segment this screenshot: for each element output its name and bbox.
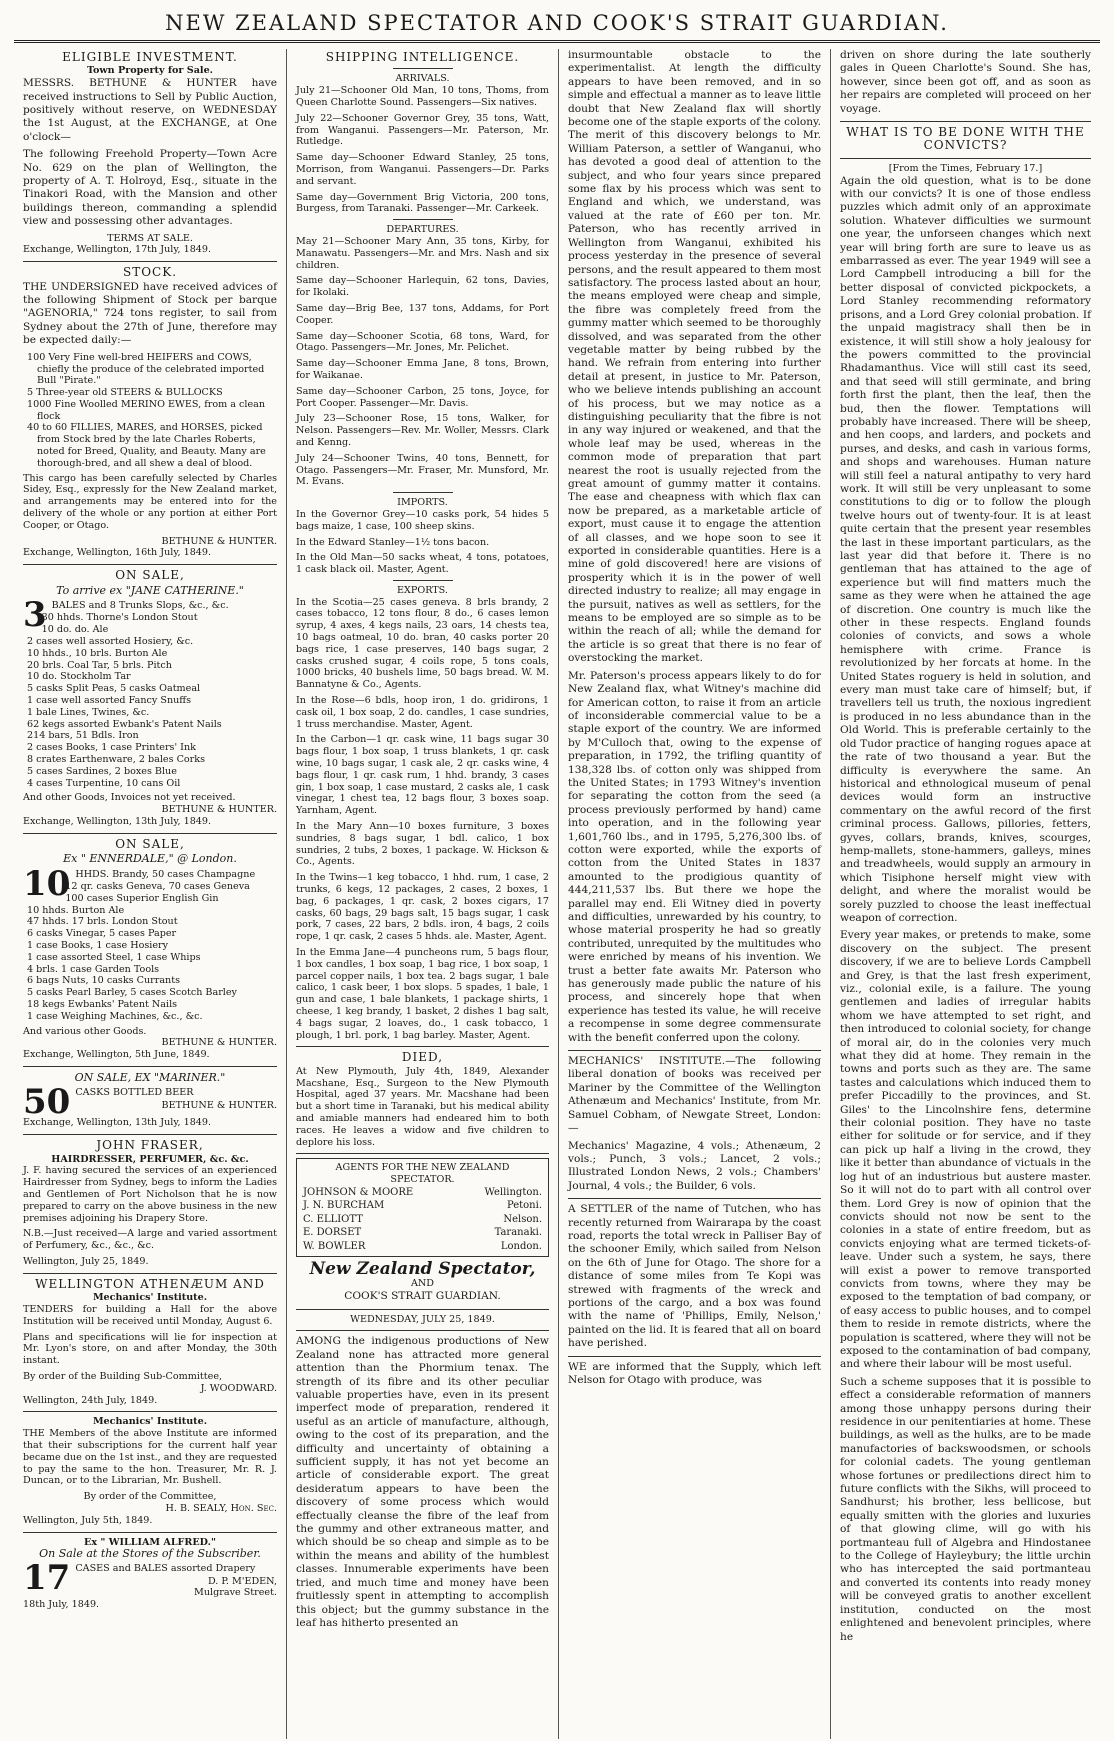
ad-heading: STOCK. bbox=[122, 265, 178, 280]
nameplate bbox=[296, 1258, 549, 1331]
list-item: 12 qr. casks Geneva, 70 cases Geneva bbox=[65, 881, 250, 893]
list-item: 100 Very Fine well-bred HEIFERS and COWS, chiefly the produce of the celebrated imported Bull "Pirate." bbox=[27, 351, 265, 387]
ad-eligible-investment bbox=[23, 51, 277, 256]
quantity-numeral: 50 bbox=[23, 1082, 71, 1123]
list-item: In the Carbon—1 qr. cask wine, 11 bags sugar 30 bags flour, 1 box soap, 1 truss blankets, 1 qr. cask wine, 10 bags sugar, 1 cask ale, 2 qr. casks wine, 4 bags flour, 1 qr. cask rum, 1 hhd. brandy, 3 cases gin, 1 box soap, 1 case mustard, 2 casks ale, 1 cask vinegar, 1 chest tea, 12 bags flour, 3 boxes soap. Yarnham, Agent. bbox=[296, 734, 549, 817]
ad-mechanics-institute bbox=[23, 1416, 277, 1526]
list-item: 10 hhds. Burton Ale bbox=[27, 904, 125, 916]
ad-body: THE UNDERSIGNED have received advices of the following Shipment of Stock per barque "AGENORIA," 724 tons register, to sail from Sydney about the 27th of June, therefore may be expected daily:— bbox=[23, 280, 277, 347]
ad-body: This cargo has been carefully selected by Charles Sidey, Esq., expressly for the New Zealand market, and arrangements may be entered into for the delivery of the whole or any portion at either Port Cooper, or Otago. bbox=[23, 472, 277, 531]
divider bbox=[296, 1330, 549, 1331]
list-item: BALES and 8 Trunks Slops, &c., &c. bbox=[51, 600, 229, 612]
died-notice bbox=[296, 1051, 549, 1148]
ad-heading: JOHN FRASER, bbox=[96, 1138, 204, 1153]
columns bbox=[14, 49, 1100, 1739]
list-item: 10 do. do. Ale bbox=[41, 624, 109, 636]
section-heading: DIED, bbox=[401, 1050, 444, 1065]
editorial-paragraph: Mr. Paterson's process appears likely to do for New Zealand flax, what Witney's machine did for American cotton, to raise it from an article of inconsiderable commercial value to be a staple export of the country. We are informed by M'Culloch that, owing to the expense of preparation, in 1792, the trifling quantity of 138,328 lbs. of cotton only was shipped from the United States; in 1793 Witney's invention for separating the cotton from the seed (a process previously performed by hand) came into operation, and in the following year 1,601,760 lbs., and in 1795, 5,276,300 lbs. of cotton were exported, while the exports of cotton from the United States in 1837 amounted to the prodigious quantity of 444,211,537 lbs. But there we hope the parallel may end. Eli Witney died in poverty and difficulties, unrewarded by his country, to whose material prosperity he had so greatly contributed, unrequited by the multitudes who were enriched by means of his invention. We trust a better fate awaits Mr. Paterson who has generously made public the nature of his process, and sincerely hope that when experience has tested its value, he will receive a recompense in some degree commensurate with the benefit conferred upon the colony. bbox=[568, 669, 821, 1044]
ad-signature: BETHUNE & HUNTER. bbox=[161, 535, 277, 547]
column-3 bbox=[558, 49, 830, 1739]
subsection-heading: EXPORTS. bbox=[397, 584, 448, 596]
ad-footer: Wellington, July 25, 1849. bbox=[23, 1255, 149, 1267]
ad-footer: Wellington, 24th July, 1849. bbox=[23, 1394, 158, 1406]
list-item: 10 hhds., 10 brls. Burton Ale bbox=[27, 647, 168, 659]
agent-row bbox=[303, 1186, 542, 1199]
ad-body: By order of the Committee, bbox=[83, 1491, 217, 1503]
list-item: Same day—Government Brig Victoria, 200 tons, Burgess, from Taranaki. Passenger—Mr. Carkeek. bbox=[296, 191, 549, 215]
subsection-heading: DEPARTURES. bbox=[386, 224, 459, 236]
list-item: Same day—Schooner Scotia, 68 tons, Ward, for Otago. Passengers—Mr. Jones, Mr. Pelichet. bbox=[296, 330, 549, 354]
quantity-numeral: 17 bbox=[23, 1558, 71, 1599]
divider bbox=[840, 121, 1091, 122]
agent-name: E. DORSET bbox=[303, 1227, 362, 1239]
ad-sale-mariner bbox=[23, 1071, 277, 1129]
ad-subheading: Town Property for Sale. bbox=[86, 65, 214, 77]
list-item: In the Rose—6 bdls, hoop iron, 1 do. gridirons, 1 cask oil, 1 box soap, 2 do. candles, 1 case sundries, 1 truss merchandise. Master, Agent. bbox=[296, 695, 549, 730]
subsection-heading: ARRIVALS. bbox=[395, 73, 450, 85]
list-item: 6 casks Vinegar, 5 cases Paper bbox=[27, 928, 177, 940]
divider bbox=[23, 1134, 277, 1135]
agent-name: J. N. BURCHAM bbox=[303, 1200, 385, 1212]
list-item: 4 cases Turpentine, 10 cans Oil bbox=[27, 777, 181, 789]
ad-signature: BETHUNE & HUNTER. bbox=[161, 1037, 277, 1049]
list-item: 5 Three-year old STEERS & BULLOCKS bbox=[27, 387, 223, 399]
divider bbox=[296, 1309, 549, 1310]
ad-subheading: Mechanics' Institute. bbox=[92, 1292, 208, 1304]
stock-list bbox=[23, 352, 277, 470]
agent-row bbox=[303, 1213, 542, 1226]
list-item: In the Governor Grey—10 casks pork, 54 hides 5 bags maize, 1 case, 100 sheep skins. bbox=[296, 508, 549, 532]
list-item: 40 to 60 FILLIES, MARES, and HORSES, picked from Stock bred by the late Charles Roberts, noted for Breed, Quality, and Beauty. Many are thorough-bred, and all shew a deal of blood. bbox=[27, 422, 266, 469]
list-item: 1 case Weighing Machines, &c., &c. bbox=[27, 1010, 203, 1022]
news-paragraph: A SETTLER of the name of Tutchen, who has recently returned from Wairarapa by the coast road, reports the total wreck in Palliser Bay of the schooner Emily, which sailed from Nelson on the 6th of June for Otago. The shore for a distance of some miles from Te Kopi was strewed with fragments of the wreck and portions of the cargo, and a box was found with the name of 'Phillips, Emily, Nelson,' painted on the lid. It is feared that all on board have perished. bbox=[568, 1203, 821, 1350]
list-item: 5 casks Split Peas, 5 casks Oatmeal bbox=[27, 683, 201, 695]
column-1 bbox=[14, 49, 286, 1739]
ad-signature: BETHUNE & HUNTER. bbox=[161, 804, 277, 816]
list-item: 1000 Fine Woolled MERINO EWES, from a clean flock bbox=[27, 398, 266, 422]
agent-row bbox=[303, 1226, 542, 1239]
list-item: 1 bale Lines, Twines, &c. bbox=[27, 706, 150, 718]
article-paragraph: Such a scheme supposes that it is possible to effect a considerable reformation of manners among those unhappy persons during their residence in our penitentiaries at home. These buildings, as well as the hulks, are to be made manufactories of backswoodsmen, or schools for colonial cadets. The young gentleman whose fortunes or predilections direct him to future conflicts with the Sikhs, will proceed to Sandhurst; his brother, less bellicose, but equally smitten with the glories and luxuries of that glowing clime, will go with his portmanteau full of Algebra and Hindostanee to the College of Hayleybury; the little urchin who has intercepted the said portmanteau and converted its contents into ready money will be conveyed gratis to another excellent institution, conducted on the most enlightened and benevolent principles, where he bbox=[840, 1375, 1091, 1643]
agent-place: London. bbox=[500, 1240, 542, 1252]
article-paragraph: Again the old question, what is to be done with our convicts? It is one of those endless puzzles which admit only of an approximate solution. Whatever difficulties we surmount one year, the unforseen changes which next year will bring forth are sure to leave us as embarrassed as ever. The year 1949 will see a Lord Campbell introducing a bill for the better disposal of convicted pickpockets, a Lord Stanley recommending reformatory prisons, and a Lord Grey colonial probation. If the unpaid magistracy shall then be in existence, it will still show a holy jealousy for the powers committed to the provincial Rhadamanthus. Vice will still cast its seed, and that seed will still germinate, and bring forth first the plant, then the leaf, then the bud, then the flower. Temptations will probably have increased. There will be sheep, and hen coops, and larders, and pockets and purses, and desks, and cash in various forms, and shops and warehouses. Human nature will still feel a natural antipathy to very hard work. It will still be very unpleasant to some constitutions to dig or to follow the plough twelve hours out of twenty-four. It is at least quite certain that the present year resembles the last in these important particulars, as the last year did that before it. There is no gentleman that has attained to the age of experience but will find matters much the same as they were when he attained the age of discretion. One country is much like the other in these respects. England founds colonies of convicts, and sows a whole hemisphere with crime. France is revolutionized by her forcats at home. In the United States roguery is held in solution, and every man must take care of himself; but, if travellers tell us truth, the noxious ingredient is produced in no less abundance than in the Old World. This is preferable certainly to the old Tudor practice of hanging rogues apace at the rate of two thousand a year. But the difficulty is everywhere the same. An historical and ethnological museum of penal devices would form an instructive commentary on the awful record of the first criminal process. Gallows, pillories, fetters, gyves, collars, brands, knives, scourges, hemp-mallets, stone-hammers, galleys, mines and treadwheels, would supply an armoury in which Tisiphone herself might view with delight, and where the moralist would be sorely puzzled to choose the least ineffectual weapon of correction. bbox=[840, 174, 1091, 924]
divider bbox=[840, 158, 1091, 159]
article-source: [From the Times, February 17.] bbox=[888, 162, 1043, 174]
list-item: And other Goods, Invoices not yet received. bbox=[23, 792, 236, 804]
agents-heading: AGENTS FOR THE NEW ZEALAND SPECTATOR. bbox=[335, 1162, 510, 1186]
ad-footer: Exchange, Wellington, 13th July, 1849. bbox=[23, 1117, 212, 1129]
masthead-title: NEW ZEALAND SPECTATOR AND COOK'S STRAIT GUARDIAN. bbox=[165, 11, 949, 35]
list-item: And various other Goods. bbox=[23, 1025, 147, 1037]
agent-name: JOHNSON & MOORE bbox=[303, 1186, 414, 1198]
masthead-rule bbox=[14, 40, 1100, 43]
divider bbox=[393, 219, 453, 220]
ad-terms: TERMS AT SALE. bbox=[107, 232, 193, 244]
list-item: In the Mary Ann—10 boxes furniture, 3 boxes sundries, 8 bags sugar, 1 bdl. calico, 1 box sundries, 2 tubs, 2 boxes, 1 package. W. Hickson & Co., Agents. bbox=[296, 821, 549, 868]
ad-signature: D. P. M'EDEN, bbox=[207, 1575, 277, 1587]
list-item: 1 case Books, 1 case Hosiery bbox=[27, 940, 169, 952]
ad-heading: Mechanics' Institute. bbox=[92, 1416, 208, 1428]
agents-box bbox=[296, 1158, 549, 1257]
ad-heading: ON SALE, EX "MARINER." bbox=[74, 1070, 226, 1084]
list-item: In the Old Man—50 sacks wheat, 4 tons, potatoes, 1 cask black oil. Master, Agent. bbox=[296, 552, 549, 576]
list-item: Same day—Schooner Carbon, 25 tons, Joyce, for Port Cooper. Passenger—Mr. Davis. bbox=[296, 385, 549, 409]
list-item: In the Scotia—25 cases geneva. 8 brls brandy, 2 cases tobacco, 12 tons flour, 8 do., 6 cases lemon syrup, 4 axes, 4 kegs nails, 23 oars, 14 chests tea, 10 bags oatmeal, 10 do. bran, 40 casks porter 20 bags rice, 1 case preserves, 140 bags sugar, 2 casks crushed sugar, 4 coils rope, 5 tons coals, 1000 bricks, 40 bushels lime, 50 bags bread. W. M. Bannatyne & Co., Agents. bbox=[296, 596, 549, 691]
ad-heading: WELLINGTON ATHENÆUM AND bbox=[35, 1276, 265, 1291]
ad-signature-address: Mulgrave Street. bbox=[194, 1587, 277, 1599]
nameplate-title: New Zealand Spectator, bbox=[309, 1258, 536, 1279]
agent-place: Nelson. bbox=[503, 1213, 542, 1225]
ad-sale-ennerdale bbox=[23, 838, 277, 1061]
ad-stock bbox=[23, 266, 277, 559]
list-item: Same day—Schooner Emma Jane, 8 tons, Brown, for Waikanae. bbox=[296, 358, 549, 381]
list-item: HHDS. Brandy, 50 cases Champagne bbox=[75, 868, 256, 880]
list-item: 1 case assorted Steel, 1 case Whips bbox=[27, 951, 201, 963]
list-item: 18 kegs Ewbanks' Patent Nails bbox=[27, 999, 178, 1010]
list-item: 100 cases Superior English Gin bbox=[65, 892, 219, 904]
agent-place: Wellington. bbox=[484, 1186, 542, 1198]
divider bbox=[23, 261, 277, 262]
quantity-numeral: 3 bbox=[23, 595, 47, 636]
ad-heading: ON SALE, bbox=[115, 568, 185, 583]
list-item: In the Edward Stanley—1½ tons bacon. bbox=[296, 536, 490, 548]
ad-footer: Exchange, Wellington, 5th June, 1849. bbox=[23, 1049, 210, 1061]
ad-footer: Exchange, Wellington, 16th July, 1849. bbox=[23, 547, 212, 559]
news-paragraph: WE are informed that the Supply, which left Nelson for Otago with produce, was bbox=[568, 1360, 821, 1386]
list-item: 30 hhds. Thorne's London Stout bbox=[41, 612, 198, 624]
ad-signature: BETHUNE & HUNTER. bbox=[161, 1099, 277, 1111]
news-paragraph: Mechanics' Magazine, 4 vols.; Athenæum, 2 vols.; Punch, 3 vols.; Lancet, 2 vols.; Illustrated London News, 2 vols.; Chambers' Journal, 4 vols.; the Builder, 6 vols. bbox=[568, 1139, 821, 1192]
ad-body: Plans and specifications will lie for inspection at Mr. Lyon's store, on and after Monday, the 30th instant. bbox=[23, 1331, 277, 1367]
notice-body: At New Plymouth, July 4th, 1849, Alexander Macshane, Esq., Surgeon to the New Plymouth Hospital, aged 37 years. Mr. Macshane had been but a short time in Taranaki, but his medical ability and amiable manners had endeared him to both races. He leaves a widow and five children to deplore his loss. bbox=[296, 1065, 549, 1148]
ad-subheading: To arrive ex "JANE CATHERINE." bbox=[56, 583, 244, 597]
ad-body: MESSRS. BETHUNE & HUNTER have received instructions to Sell by Public Auction, positively without reserve, on WEDNESDAY the 1st August, at the EXCHANGE, at One o'clock— bbox=[23, 77, 277, 143]
agent-place: Petoni. bbox=[506, 1200, 542, 1212]
list-item: 5 casks Pearl Barley, 5 cases Scotch Barley bbox=[27, 987, 237, 999]
ad-footer: Exchange, Wellington, 13th July, 1849. bbox=[23, 816, 212, 828]
list-item: 2 cases Books, 1 case Printers' Ink bbox=[27, 742, 196, 754]
agent-row bbox=[303, 1199, 542, 1212]
list-item: 62 kegs assorted Ewbank's Patent Nails bbox=[27, 718, 222, 730]
ad-subheading: HAIRDRESSER, PERFUMER, &c. &c. bbox=[51, 1153, 249, 1165]
list-item: 6 bags Nuts, 10 casks Currants bbox=[27, 975, 181, 987]
list-item: 5 cases Sardines, 2 boxes Blue bbox=[27, 765, 177, 777]
column-2 bbox=[286, 49, 558, 1739]
divider bbox=[23, 833, 277, 834]
ad-footer: Exchange, Wellington, 17th July, 1849. bbox=[23, 244, 212, 256]
agent-place: Taranaki. bbox=[494, 1227, 542, 1239]
agent-row bbox=[303, 1240, 542, 1253]
ad-signature: J. WOODWARD. bbox=[200, 1382, 277, 1394]
editorial-paragraph: AMONG the indigenous productions of New Zealand none has attracted more general attention than the Phormium tenax. The strength of its fibre and its other peculiar valuable properties have, even in its present imperfect mode of preparation, rendered it useful as an article of manufacture, although, owing to the cost of its preparation, and the difficulty and uncertainty of obtaining a sufficient supply, it has not yet become an article of considerable export. The great desideratum appears to have been the discovery of some process which would effectually cleanse the fibre of the leaf from the gummy and other extraneous matter, and which should be so cheap and simple as to be within the means and ability of the humblest classes. Innumerable experiments have been tried, and much time and money have been fruitlessly spent in attempting to accomplish this object; but the gummy substance in the leaf has hitherto presented an bbox=[296, 1335, 549, 1629]
divider bbox=[296, 1153, 549, 1154]
list-item: In the Emma Jane—4 puncheons rum, 5 bags flour, 1 box candles, 1 box soap, 1 bag rice, 1 box soap, 1 parcel copper nails, 1 box tea. 2 bags sugar, 1 bale calico, 1 cask beer, 1 box slops. 5 spades, 1 bale, 1 gun and case, 1 bale blankets, 1 package shirts, 1 cheese, 1 keg brandy, 1 basket, 2 dishes 1 bag salt, 4 bags sugar, 2 loaves, do., 1 cask tobacco, 1 plough, 1 brl. pork, 1 bag barley. Master, Agent. bbox=[296, 947, 549, 1041]
divider bbox=[393, 68, 453, 69]
list-item: Same day—Brig Bee, 137 tons, Addams, for Port Cooper. bbox=[296, 302, 549, 326]
article-paragraph: Every year makes, or pretends to make, some discovery on the subject. The present discovery, if we are to believe Lords Campbell and Grey, is that the last fresh experiment, viz., colonial exile, is a failure. The young gentlemen and ladies of irregular habits whom we have attempted to set right, and then introduced to colonial society, for change of moral air, do in the colonies very much what they did at home. They remain in the towns and ports such as they are. The same tastes and calculations which induced them to prefer Piccadilly to the provinces, and St. Giles' to the Lincolnshire fens, determine their colonial position. They have no taste either for solitude or for service, and if they can pick up half a living in the crowd, they like it better than abundance of victuals in the log hut of an industrious but austere master. So it will not do to part with all control over them. Lord Grey is now of opinion that the convicts should not now be sent to the colonies in a state of entire freedom, but as convicts enjoying what are termed tickets-of-leave. Under such a system, he says, there will exist a power to remove transported convicts from towns, where they may be exposed to the temptation of bad company, or of easy access to public houses, and to compel them to reside in remote districts, where the population is scattered, where they will not be exposed to the contamination of bad company, and where their labour will be most useful. bbox=[840, 929, 1091, 1371]
list-item: 4 brls. 1 case Garden Tools bbox=[27, 963, 160, 975]
list-item: CASKS BOTTLED BEER bbox=[75, 1087, 194, 1099]
divider bbox=[23, 1411, 277, 1412]
divider bbox=[23, 1066, 277, 1067]
quantity-numeral: 10 bbox=[23, 863, 71, 904]
list-item: 10 do. Stockholm Tar bbox=[27, 671, 131, 683]
article-heading: WHAT IS TO BE DONE WITH THE CONVICTS? bbox=[846, 125, 1085, 153]
section-heading: SHIPPING INTELLIGENCE. bbox=[325, 50, 520, 64]
list-item: July 24—Schooner Twins, 40 tons, Bennett, for Otago. Passengers—Mr. Fraser, Mr. Munsford, Mr. M. Evans. bbox=[296, 452, 549, 488]
ad-body: By order of the Building Sub-Committee, bbox=[23, 1370, 223, 1382]
editorial-paragraph: insurmountable obstacle to the experimentalist. At length the difficulty appears to have been removed, and in so simple and effectual a manner as to leave little doubt that New Zealand flax will shortly become one of the staple exports of the colony. The merit of this discovery belongs to Mr. William Paterson, a settler of Wanganui, who has devoted a good deal of attention to the subject, and who four years since prepared some flax by his process which was sent to England and which, we understand, was valued at the rate of £60 per ton. Mr. Paterson, who has recently arrived in Wellington from Wanganui, exhibited his process yesterday in the presence of several persons, and the result appeared to them most satisfactory. The process lasted about an hour, the means employed were cheap and simple, the fibre was completely freed from the gummy matter which seemed to be thoroughly dissolved, and was separated from the other vegetable matter by being rubbed by the hand. We refrain from entering into further detail at present, in justice to Mr. Paterson, who we believe intends publishing an account of his process, but we may notice as a distinguishing peculiarity that the fibre is not in any way injured or weakened, and that the whole leaf may be used, whereas in the common mode of preparation that part nearest the root is usually rejected from the great amount of gummy matter it contains. The ease and cheapness with which flax can now be prepared, as a marketable article of export, must cause it to engage the attention of all classes, and we hope soon to see it exported in considerable quantities. Here is a mine of gold discovered! here are visions of prosperity which it is in the power of well directed industry to realize; all may engage in the pursuit, natives as well as settlers, for the means to be employed are so simple as to be within the reach of all; while the demand for the article is so great that there is no fear of overstocking the market. bbox=[568, 49, 821, 665]
list-item: 214 bars, 51 Bdls. Iron bbox=[27, 730, 139, 742]
divider bbox=[568, 1050, 821, 1051]
divider bbox=[568, 1198, 821, 1199]
ad-heading: ELIGIBLE INVESTMENT. bbox=[62, 50, 238, 64]
divider bbox=[393, 492, 453, 493]
list-item: 20 brls. Coal Tar, 5 brls. Pitch bbox=[27, 659, 172, 671]
column-4 bbox=[830, 49, 1100, 1739]
ad-subheading: Ex " ENNERDALE," @ London. bbox=[63, 852, 237, 866]
nameplate-subtitle: COOK'S STRAIT GUARDIAN. bbox=[344, 1290, 501, 1303]
list-item: July 21—Schooner Old Man, 10 tons, Thoms, from Queen Charlotte Sound. Passengers—Six natives. bbox=[296, 85, 549, 108]
agent-name: W. BOWLER bbox=[303, 1240, 366, 1252]
ad-heading: Ex " WILLIAM ALFRED." bbox=[84, 1536, 216, 1548]
shipping-intelligence bbox=[296, 51, 549, 1041]
divider bbox=[23, 564, 277, 565]
list-item: July 22—Schooner Governor Grey, 35 tons, Watt, from Wanganui. Passengers—Mr. Paterson, Mr. Rutledge. bbox=[296, 112, 549, 148]
ad-body: THE Members of the above Institute are informed that their subscriptions for the current half year became due on the 1st inst., and they are requested to pay the same to the hon. Treasurer, Mr. R. J. Duncan, or to the Librarian, Mr. Bushell. bbox=[23, 1428, 277, 1487]
ad-signature: H. B. SEALY, Hon. Sec. bbox=[165, 1502, 277, 1514]
list-item: Same day—Schooner Harlequin, 62 tons, Davies, for Ikolaki. bbox=[296, 275, 549, 299]
agent-name: C. ELLIOTT bbox=[303, 1213, 363, 1225]
list-item: 47 hhds. 17 brls. London Stout bbox=[27, 916, 178, 928]
list-item: CASES and BALES assorted Drapery bbox=[75, 1563, 256, 1575]
ad-footer: 18th July, 1849. bbox=[23, 1599, 100, 1611]
list-item: In the Twins—1 keg tobacco, 1 hhd. rum, 1 case, 2 trunks, 6 kegs, 12 packages, 2 cases, 2 boxes, 1 bag, 6 packages, 1 qr. cask, 2 boxes cigars, 17 casks, 60 bags, 29 bags salt, 15 bags sugar, 1 cask pork, 7 cases, 22 bars, 2 bdls. iron, 4 bags, 2 coils rope, 1 qr. cask, 2 cases 5 hhds. ale. Master, Agent. bbox=[296, 872, 549, 943]
list-item: July 23—Schooner Rose, 15 tons, Walker, for Nelson. Passengers—Rev. Mr. Woller, Messrs. Clark and Kenng. bbox=[296, 413, 549, 448]
ad-william-alfred bbox=[23, 1537, 277, 1611]
ad-footer: Wellington, July 5th, 1849. bbox=[23, 1514, 153, 1526]
divider bbox=[23, 1273, 277, 1274]
list-item: 1 case well assorted Fancy Snuffs bbox=[27, 695, 192, 707]
goods-list bbox=[23, 612, 277, 789]
ad-body: The following Freehold Property—Town Acre No. 629 on the plan of Wellington, the property of A. T. Holroyd, Esq., situate in the Tinakori Road, with the Mansion and other buildings thereon, commanding a splendid view and possessing other advantages. bbox=[23, 148, 277, 228]
divider bbox=[568, 1356, 821, 1357]
list-item: 8 crates Earthenware, 2 bales Corks bbox=[27, 754, 206, 766]
divider bbox=[23, 1532, 277, 1533]
news-paragraph: driven on shore during the late southerly gales in Queen Charlotte's Sound. She has, however, since been got off, and as soon as her repairs are completed will proceed on her voyage. bbox=[840, 49, 1091, 115]
issue-date: WEDNESDAY, JULY 25, 1849. bbox=[350, 1313, 495, 1325]
list-item: 2 cases well assorted Hosiery, &c. bbox=[27, 636, 194, 648]
divider bbox=[296, 1046, 549, 1047]
ad-body: N.B.—Just received—A large and varied assortment of Perfumery, &c., &c., &c. bbox=[23, 1228, 277, 1252]
subsection-heading: IMPORTS. bbox=[397, 497, 448, 509]
ad-athenaeum bbox=[23, 1278, 277, 1407]
nameplate-and: AND bbox=[410, 1278, 434, 1290]
ad-heading: ON SALE, bbox=[115, 836, 185, 851]
ad-subheading: On Sale at the Stores of the Subscriber. bbox=[39, 1547, 261, 1561]
list-item: May 21—Schooner Mary Ann, 35 tons, Kirby, for Manawatu. Passengers—Mr. and Mrs. Nash and six children. bbox=[296, 235, 549, 271]
ad-sale-jane-catherine bbox=[23, 569, 277, 828]
list-item: Same day—Schooner Edward Stanley, 25 tons, Morrison, from Wanganui. Passengers—Dr. Parks and servant. bbox=[296, 152, 549, 187]
ad-body: J. F. having secured the services of an experienced Hairdresser from Sydney, begs to inform the Ladies and Gentlemen of Port Nicholson that he is now prepared to carry on the above business in the new premises adjoining his Drapery Store. bbox=[23, 1165, 277, 1224]
divider bbox=[393, 580, 453, 581]
ad-john-fraser bbox=[23, 1139, 277, 1268]
news-paragraph: MECHANICS' INSTITUTE.—The following liberal donation of books was received per Mariner by the Committee of the Wellington Athenæum and Mechanics' Institute, from Mr. Samuel Cobham, of Newgate Street, London:— bbox=[568, 1055, 821, 1135]
ad-body: TENDERS for building a Hall for the above Institution will be received until Monday, August 6. bbox=[23, 1303, 277, 1327]
